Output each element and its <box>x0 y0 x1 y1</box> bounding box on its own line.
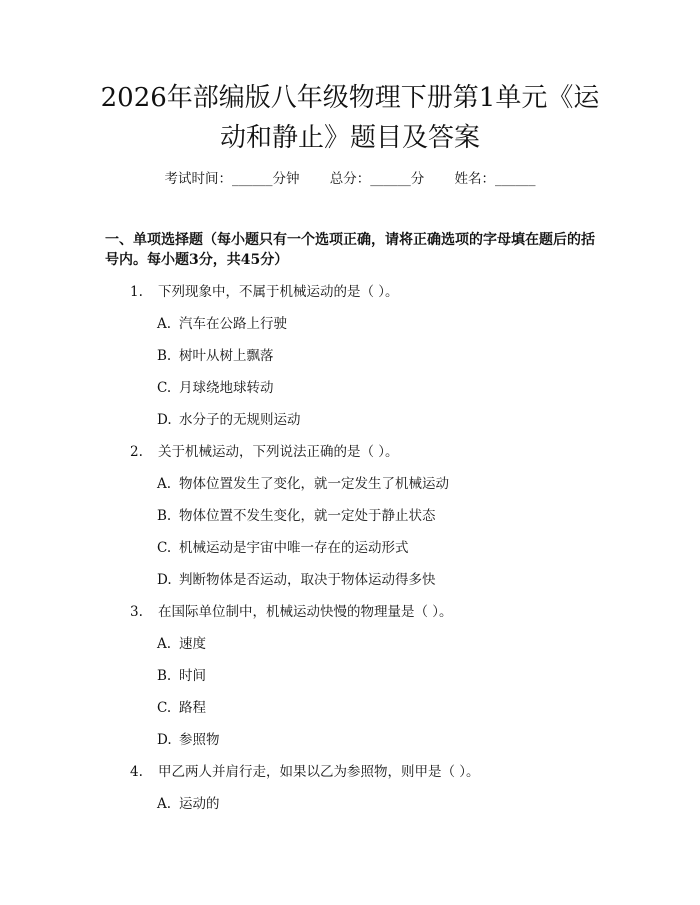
exam-time: 考试时间：______分钟 <box>164 171 300 187</box>
option-letter: D. <box>157 732 172 748</box>
option-text: 路程 <box>179 700 206 716</box>
question-number: 2. <box>130 444 143 460</box>
answer-option <box>157 379 597 397</box>
option-letter: C. <box>157 540 172 556</box>
option-letter: C. <box>157 700 172 716</box>
option-text: 判断物体是否运动，取决于物体运动得多快 <box>179 572 436 588</box>
option-letter: A. <box>157 476 172 492</box>
option-text: 机械运动是宇宙中唯一存在的运动形式 <box>179 540 409 556</box>
answer-option <box>157 667 597 685</box>
answer-option <box>157 411 597 429</box>
question-number: 1. <box>130 284 143 300</box>
option-text: 树叶从树上飘落 <box>179 348 274 364</box>
title-line-2: 动和静止》题目及答案 <box>219 123 480 153</box>
option-text: 时间 <box>179 668 206 684</box>
option-text: 速度 <box>179 636 206 652</box>
answer-option <box>157 347 597 365</box>
answer-option <box>157 699 597 717</box>
total-score: 总分：______分 <box>329 171 425 187</box>
option-letter: B. <box>157 508 172 524</box>
option-letter: A. <box>157 636 172 652</box>
option-text: 物体位置发生了变化，就一定发生了机械运动 <box>179 476 449 492</box>
answer-option <box>157 635 597 653</box>
option-letter: B. <box>157 348 172 364</box>
question-text: 下列现象中，不属于机械运动的是（ ）。 <box>158 284 399 300</box>
title-line-1: 2026年部编版八年级物理下册第1单元《运 <box>100 83 600 113</box>
question <box>130 763 600 781</box>
option-letter: A. <box>157 796 172 812</box>
option-letter: B. <box>157 668 172 684</box>
option-letter: D. <box>157 572 172 588</box>
option-text: 水分子的无规则运动 <box>179 412 301 428</box>
question-number: 4. <box>130 764 143 780</box>
answer-option <box>157 571 597 589</box>
answer-option <box>157 315 597 333</box>
answer-option <box>157 731 597 749</box>
answer-option <box>157 795 597 813</box>
exam-info <box>0 170 700 188</box>
answer-option <box>157 539 597 557</box>
option-letter: D. <box>157 412 172 428</box>
section-heading: 一、单项选择题（每小题只有一个选项正确，请将正确选项的字母填在题后的括号内。每小题3分，共45分） <box>105 232 595 268</box>
question <box>130 603 600 621</box>
page-title <box>0 78 700 158</box>
option-letter: A. <box>157 316 172 332</box>
option-letter: C. <box>157 380 172 396</box>
answer-option <box>157 475 597 493</box>
option-text: 参照物 <box>179 732 220 748</box>
student-name: 姓名：______ <box>454 171 536 187</box>
option-text: 月球绕地球转动 <box>179 380 274 396</box>
option-text: 运动的 <box>179 796 220 812</box>
option-text: 物体位置不发生变化，就一定处于静止状态 <box>179 508 436 524</box>
answer-option <box>157 507 597 525</box>
question-text: 在国际单位制中，机械运动快慢的物理量是（ ）。 <box>158 604 453 620</box>
question-text: 关于机械运动，下列说法正确的是（ ）。 <box>158 444 399 460</box>
question-number: 3. <box>130 604 143 620</box>
question <box>130 443 600 461</box>
question-text: 甲乙两人并肩行走，如果以乙为参照物，则甲是（ ）。 <box>158 764 480 780</box>
option-text: 汽车在公路上行驶 <box>179 316 287 332</box>
question <box>130 283 600 301</box>
